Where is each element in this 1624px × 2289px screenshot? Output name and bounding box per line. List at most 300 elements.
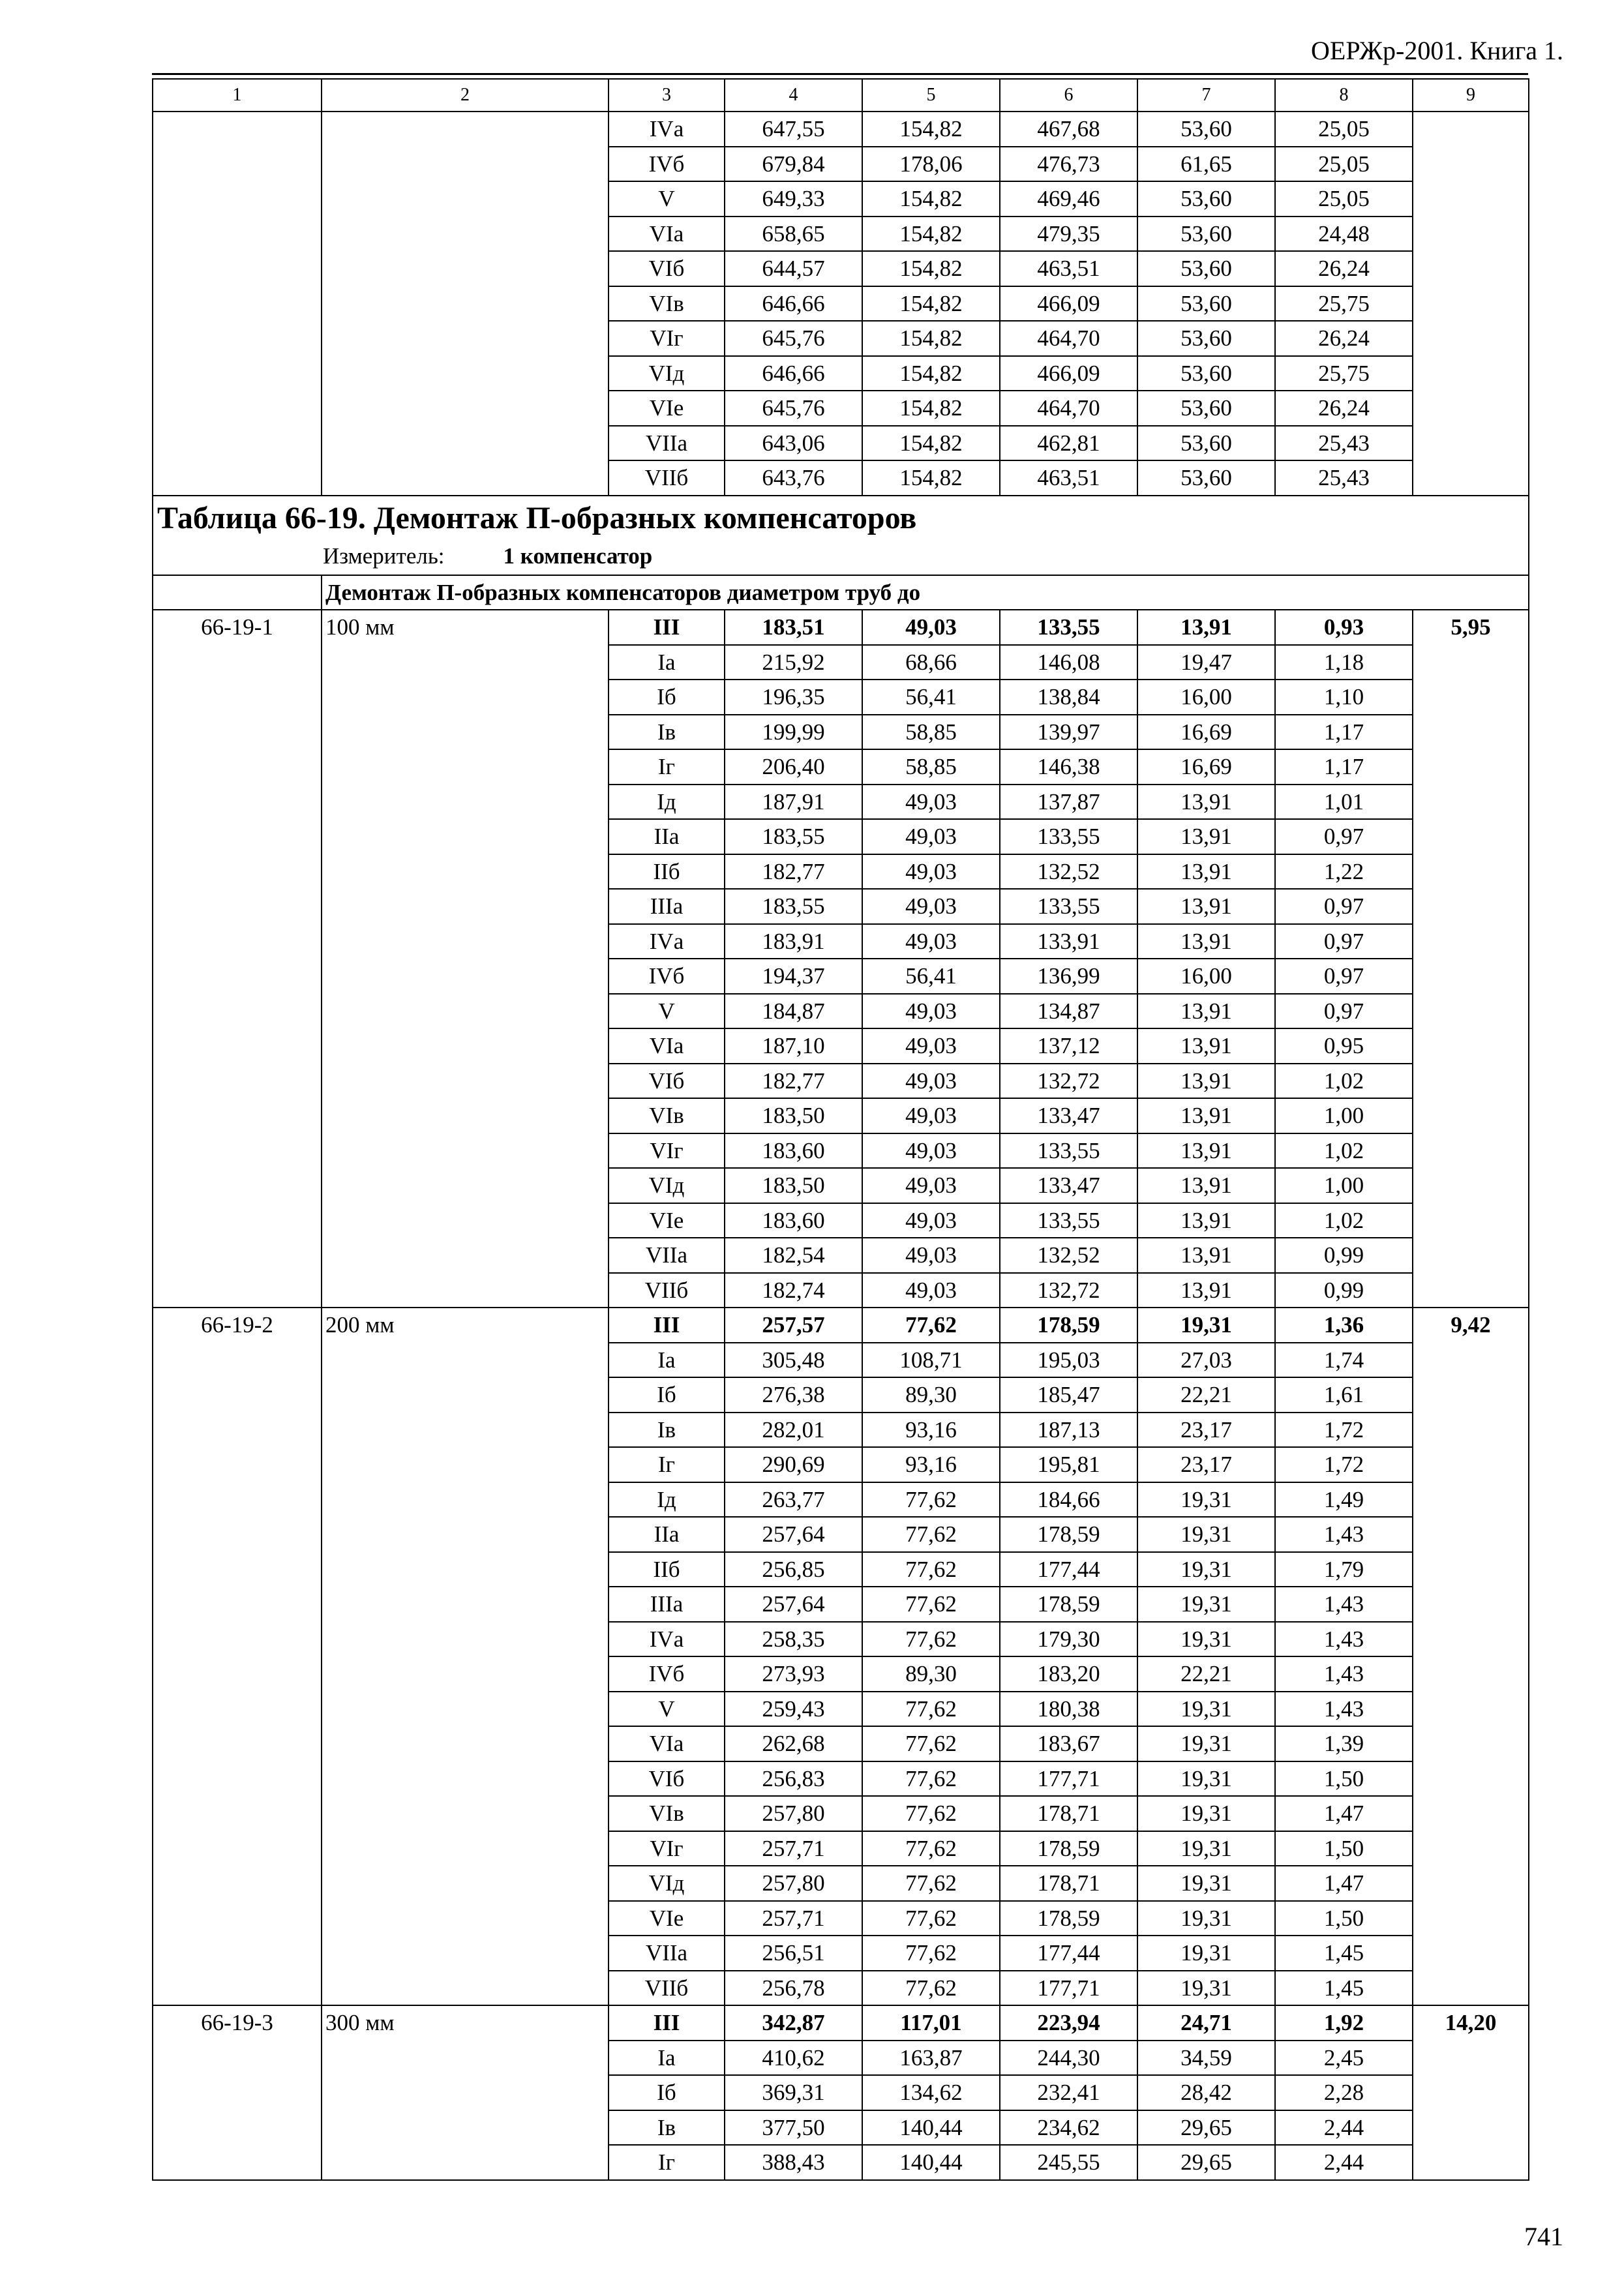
value-cell: 77,62 <box>862 1936 1000 1971</box>
region-cell: VIд <box>609 1168 725 1203</box>
value-cell: 77,62 <box>862 1971 1000 2006</box>
value-cell: 195,81 <box>1000 1447 1137 1482</box>
value-cell: 136,99 <box>1000 959 1137 994</box>
value-cell: 1,72 <box>1275 1447 1413 1482</box>
value-cell: 1,43 <box>1275 1622 1413 1657</box>
value-cell: 290,69 <box>725 1447 862 1482</box>
value-cell: 16,00 <box>1137 959 1275 994</box>
value-cell: 182,77 <box>725 1064 862 1099</box>
region-cell: VIг <box>609 1831 725 1866</box>
value-cell: 26,24 <box>1275 391 1413 426</box>
value-cell: 154,82 <box>862 356 1000 391</box>
value-cell: 646,66 <box>725 286 862 322</box>
value-cell: 644,57 <box>725 251 862 286</box>
value-cell: 23,17 <box>1137 1447 1275 1482</box>
region-cell: VIг <box>609 321 725 356</box>
region-cell: VIIа <box>609 1238 725 1273</box>
value-cell: 19,31 <box>1137 1622 1275 1657</box>
value-cell: 49,03 <box>862 1238 1000 1273</box>
value-cell: 77,62 <box>862 1622 1000 1657</box>
value-cell: 19,31 <box>1137 1308 1275 1343</box>
empty-name-cell <box>322 112 609 496</box>
region-cell: VIв <box>609 1796 725 1831</box>
empty-code-cell <box>153 575 322 610</box>
value-cell: 463,51 <box>1000 460 1137 496</box>
region-cell: III <box>609 2005 725 2041</box>
table-title-cell <box>153 496 1529 575</box>
table-row <box>153 1308 1529 1343</box>
rate-code: 66-19-3 <box>153 2005 322 2180</box>
value-cell: 154,82 <box>862 321 1000 356</box>
region-cell: Iа <box>609 1343 725 1378</box>
value-cell: 257,57 <box>725 1308 862 1343</box>
value-cell: 77,62 <box>862 1587 1000 1622</box>
value-cell: 183,50 <box>725 1098 862 1133</box>
value-cell: 24,71 <box>1137 2005 1275 2041</box>
value-cell: 1,43 <box>1275 1656 1413 1692</box>
region-cell: IIа <box>609 1517 725 1552</box>
value-cell: 194,37 <box>725 959 862 994</box>
value-cell: 1,50 <box>1275 1831 1413 1866</box>
region-cell: III <box>609 610 725 645</box>
value-cell: 195,03 <box>1000 1343 1137 1378</box>
value-cell: 53,60 <box>1137 460 1275 496</box>
value-cell: 199,99 <box>725 715 862 750</box>
value-cell: 53,60 <box>1137 356 1275 391</box>
labor-total: 9,42 <box>1413 1308 1529 2005</box>
rates-table <box>152 78 1529 2181</box>
region-cell: VIа <box>609 1726 725 1761</box>
value-cell: 13,91 <box>1137 1064 1275 1099</box>
value-cell: 1,10 <box>1275 680 1413 715</box>
value-cell: 305,48 <box>725 1343 862 1378</box>
value-cell: 34,59 <box>1137 2041 1275 2076</box>
column-number-row <box>153 79 1529 112</box>
value-cell: 466,09 <box>1000 286 1137 322</box>
value-cell: 0,95 <box>1275 1028 1413 1064</box>
value-cell: 77,62 <box>862 1482 1000 1518</box>
value-cell: 26,24 <box>1275 321 1413 356</box>
value-cell: 53,60 <box>1137 391 1275 426</box>
region-cell: VIа <box>609 217 725 252</box>
empty-code-cell <box>153 112 322 496</box>
value-cell: 58,85 <box>862 715 1000 750</box>
value-cell: 377,50 <box>725 2110 862 2146</box>
value-cell: 179,30 <box>1000 1622 1137 1657</box>
value-cell: 13,91 <box>1137 819 1275 854</box>
region-cell: Iг <box>609 2145 725 2180</box>
value-cell: 1,02 <box>1275 1133 1413 1169</box>
column-number: 3 <box>609 79 725 112</box>
value-cell: 154,82 <box>862 251 1000 286</box>
value-cell: 645,76 <box>725 391 862 426</box>
region-cell: VIе <box>609 1203 725 1238</box>
column-number: 9 <box>1413 79 1529 112</box>
region-cell: V <box>609 994 725 1029</box>
value-cell: 257,64 <box>725 1587 862 1622</box>
value-cell: 49,03 <box>862 1028 1000 1064</box>
region-cell: Iв <box>609 2110 725 2146</box>
value-cell: 154,82 <box>862 217 1000 252</box>
rate-name: 300 мм <box>322 2005 609 2180</box>
unit-line <box>157 545 1524 567</box>
value-cell: 53,60 <box>1137 321 1275 356</box>
region-cell: VIIб <box>609 1273 725 1308</box>
value-cell: 257,80 <box>725 1796 862 1831</box>
value-cell: 49,03 <box>862 819 1000 854</box>
value-cell: 0,97 <box>1275 924 1413 959</box>
value-cell: 28,42 <box>1137 2075 1275 2110</box>
value-cell: 132,72 <box>1000 1064 1137 1099</box>
value-cell: 49,03 <box>862 924 1000 959</box>
region-cell: Iд <box>609 1482 725 1518</box>
page-number: 741 <box>1524 2222 1563 2251</box>
value-cell: 1,02 <box>1275 1064 1413 1099</box>
value-cell: 185,47 <box>1000 1377 1137 1413</box>
column-number: 7 <box>1137 79 1275 112</box>
region-cell: Iг <box>609 749 725 785</box>
rate-code: 66-19-2 <box>153 1308 322 2005</box>
value-cell: 259,43 <box>725 1692 862 1727</box>
value-cell: 178,59 <box>1000 1587 1137 1622</box>
value-cell: 13,91 <box>1137 924 1275 959</box>
region-cell: VIд <box>609 1866 725 1901</box>
value-cell: 117,01 <box>862 2005 1000 2041</box>
value-cell: 25,43 <box>1275 460 1413 496</box>
value-cell: 93,16 <box>862 1413 1000 1448</box>
value-cell: 19,31 <box>1137 1971 1275 2006</box>
value-cell: 263,77 <box>725 1482 862 1518</box>
region-cell: Iв <box>609 715 725 750</box>
value-cell: 19,31 <box>1137 1726 1275 1761</box>
region-cell: VIIа <box>609 1936 725 1971</box>
value-cell: 1,01 <box>1275 785 1413 820</box>
value-cell: 137,87 <box>1000 785 1137 820</box>
value-cell: 178,71 <box>1000 1796 1137 1831</box>
value-cell: 19,31 <box>1137 1866 1275 1901</box>
value-cell: 22,21 <box>1137 1377 1275 1413</box>
value-cell: 19,31 <box>1137 1831 1275 1866</box>
value-cell: 53,60 <box>1137 112 1275 147</box>
region-cell: IIб <box>609 854 725 890</box>
value-cell: 0,97 <box>1275 959 1413 994</box>
value-cell: 183,67 <box>1000 1726 1137 1761</box>
value-cell: 646,66 <box>725 356 862 391</box>
value-cell: 469,46 <box>1000 181 1137 217</box>
value-cell: 479,35 <box>1000 217 1137 252</box>
value-cell: 178,71 <box>1000 1866 1137 1901</box>
value-cell: 2,28 <box>1275 2075 1413 2110</box>
value-cell: 223,94 <box>1000 2005 1137 2041</box>
value-cell: 49,03 <box>862 1273 1000 1308</box>
region-cell: VIб <box>609 1064 725 1099</box>
value-cell: 256,78 <box>725 1971 862 2006</box>
value-cell: 19,31 <box>1137 1796 1275 1831</box>
value-cell: 56,41 <box>862 680 1000 715</box>
value-cell: 154,82 <box>862 391 1000 426</box>
rate-name: 200 мм <box>322 1308 609 2005</box>
value-cell: 643,06 <box>725 426 862 461</box>
region-cell: VIб <box>609 1761 725 1797</box>
value-cell: 1,17 <box>1275 749 1413 785</box>
value-cell: 1,50 <box>1275 1761 1413 1797</box>
value-cell: 13,91 <box>1137 889 1275 924</box>
unit-value: 1 компенсатор <box>503 543 653 569</box>
value-cell: 49,03 <box>862 1098 1000 1133</box>
value-cell: 133,55 <box>1000 889 1137 924</box>
value-cell: 183,60 <box>725 1133 862 1169</box>
value-cell: 177,44 <box>1000 1552 1137 1587</box>
value-cell: 49,03 <box>862 889 1000 924</box>
value-cell: 22,21 <box>1137 1656 1275 1692</box>
value-cell: 1,17 <box>1275 715 1413 750</box>
value-cell: 410,62 <box>725 2041 862 2076</box>
value-cell: 258,35 <box>725 1622 862 1657</box>
value-cell: 464,70 <box>1000 391 1137 426</box>
value-cell: 13,91 <box>1137 1273 1275 1308</box>
value-cell: 232,41 <box>1000 2075 1137 2110</box>
value-cell: 262,68 <box>725 1726 862 1761</box>
value-cell: 23,17 <box>1137 1413 1275 1448</box>
region-cell: IIб <box>609 1552 725 1587</box>
value-cell: 1,00 <box>1275 1168 1413 1203</box>
table-row <box>153 610 1529 645</box>
value-cell: 132,52 <box>1000 1238 1137 1273</box>
value-cell: 0,99 <box>1275 1238 1413 1273</box>
region-cell: Iа <box>609 645 725 680</box>
value-cell: 19,31 <box>1137 1761 1275 1797</box>
value-cell: 1,22 <box>1275 854 1413 890</box>
region-cell: IVа <box>609 1622 725 1657</box>
value-cell: 19,31 <box>1137 1936 1275 1971</box>
value-cell: 77,62 <box>862 1517 1000 1552</box>
region-cell: Iб <box>609 680 725 715</box>
value-cell: 16,69 <box>1137 715 1275 750</box>
region-cell: IVб <box>609 1656 725 1692</box>
value-cell: 244,30 <box>1000 2041 1137 2076</box>
value-cell: 388,43 <box>725 2145 862 2180</box>
value-cell: 183,55 <box>725 819 862 854</box>
value-cell: 2,45 <box>1275 2041 1413 2076</box>
value-cell: 53,60 <box>1137 251 1275 286</box>
value-cell: 25,05 <box>1275 112 1413 147</box>
value-cell: 137,12 <box>1000 1028 1137 1064</box>
value-cell: 256,85 <box>725 1552 862 1587</box>
value-cell: 77,62 <box>862 1866 1000 1901</box>
value-cell: 1,49 <box>1275 1482 1413 1518</box>
value-cell: 13,91 <box>1137 994 1275 1029</box>
value-cell: 1,45 <box>1275 1936 1413 1971</box>
value-cell: 276,38 <box>725 1377 862 1413</box>
column-number: 8 <box>1275 79 1413 112</box>
value-cell: 19,31 <box>1137 1901 1275 1936</box>
value-cell: 133,55 <box>1000 610 1137 645</box>
value-cell: 2,44 <box>1275 2145 1413 2180</box>
value-cell: 1,39 <box>1275 1726 1413 1761</box>
region-cell: VIе <box>609 391 725 426</box>
value-cell: 0,93 <box>1275 610 1413 645</box>
value-cell: 154,82 <box>862 112 1000 147</box>
value-cell: 13,91 <box>1137 854 1275 890</box>
value-cell: 0,97 <box>1275 994 1413 1029</box>
value-cell: 256,83 <box>725 1761 862 1797</box>
value-cell: 463,51 <box>1000 251 1137 286</box>
value-cell: 77,62 <box>862 1901 1000 1936</box>
region-cell: Iб <box>609 1377 725 1413</box>
value-cell: 1,79 <box>1275 1552 1413 1587</box>
region-cell: Iд <box>609 785 725 820</box>
value-cell: 178,59 <box>1000 1831 1137 1866</box>
region-cell: Iа <box>609 2041 725 2076</box>
value-cell: 182,74 <box>725 1273 862 1308</box>
value-cell: 13,91 <box>1137 1133 1275 1169</box>
value-cell: 154,82 <box>862 286 1000 322</box>
value-cell: 133,55 <box>1000 1203 1137 1238</box>
value-cell: 56,41 <box>862 959 1000 994</box>
value-cell: 49,03 <box>862 610 1000 645</box>
value-cell: 58,85 <box>862 749 1000 785</box>
value-cell: 25,05 <box>1275 147 1413 182</box>
value-cell: 16,00 <box>1137 680 1275 715</box>
value-cell: 29,65 <box>1137 2110 1275 2146</box>
value-cell: 643,76 <box>725 460 862 496</box>
value-cell: 369,31 <box>725 2075 862 2110</box>
value-cell: 19,31 <box>1137 1587 1275 1622</box>
value-cell: 1,72 <box>1275 1413 1413 1448</box>
value-cell: 1,45 <box>1275 1971 1413 2006</box>
region-cell: IIIа <box>609 889 725 924</box>
value-cell: 245,55 <box>1000 2145 1137 2180</box>
value-cell: 49,03 <box>862 1203 1000 1238</box>
region-cell: V <box>609 181 725 217</box>
value-cell: 53,60 <box>1137 426 1275 461</box>
value-cell: 257,64 <box>725 1517 862 1552</box>
value-cell: 89,30 <box>862 1377 1000 1413</box>
value-cell: 1,92 <box>1275 2005 1413 2041</box>
value-cell: 180,38 <box>1000 1692 1137 1727</box>
region-cell: VIв <box>609 1098 725 1133</box>
value-cell: 19,31 <box>1137 1482 1275 1518</box>
value-cell: 27,03 <box>1137 1343 1275 1378</box>
value-cell: 177,71 <box>1000 1971 1137 2006</box>
value-cell: 467,68 <box>1000 112 1137 147</box>
value-cell: 257,71 <box>725 1901 862 1936</box>
value-cell: 1,50 <box>1275 1901 1413 1936</box>
value-cell: 183,60 <box>725 1203 862 1238</box>
value-cell: 1,61 <box>1275 1377 1413 1413</box>
value-cell: 49,03 <box>862 854 1000 890</box>
value-cell: 13,91 <box>1137 1203 1275 1238</box>
table-row <box>153 112 1529 147</box>
value-cell: 679,84 <box>725 147 862 182</box>
value-cell: 29,65 <box>1137 2145 1275 2180</box>
value-cell: 53,60 <box>1137 217 1275 252</box>
value-cell: 2,44 <box>1275 2110 1413 2146</box>
value-cell: 53,60 <box>1137 286 1275 322</box>
value-cell: 476,73 <box>1000 147 1137 182</box>
value-cell: 1,36 <box>1275 1308 1413 1343</box>
value-cell: 133,91 <box>1000 924 1137 959</box>
value-cell: 649,33 <box>725 181 862 217</box>
value-cell: 234,62 <box>1000 2110 1137 2146</box>
value-cell: 13,91 <box>1137 785 1275 820</box>
region-cell: III <box>609 1308 725 1343</box>
value-cell: 257,80 <box>725 1866 862 1901</box>
column-number: 6 <box>1000 79 1137 112</box>
value-cell: 183,51 <box>725 610 862 645</box>
value-cell: 178,59 <box>1000 1901 1137 1936</box>
value-cell: 178,06 <box>862 147 1000 182</box>
value-cell: 146,38 <box>1000 749 1137 785</box>
value-cell: 49,03 <box>862 1133 1000 1169</box>
value-cell: 89,30 <box>862 1656 1000 1692</box>
rate-name: 100 мм <box>322 610 609 1308</box>
value-cell: 77,62 <box>862 1308 1000 1343</box>
subheading-row <box>153 575 1529 610</box>
value-cell: 26,24 <box>1275 251 1413 286</box>
value-cell: 53,60 <box>1137 181 1275 217</box>
value-cell: 13,91 <box>1137 1028 1275 1064</box>
value-cell: 49,03 <box>862 1064 1000 1099</box>
value-cell: 132,52 <box>1000 854 1137 890</box>
value-cell: 25,43 <box>1275 426 1413 461</box>
value-cell: 184,66 <box>1000 1482 1137 1518</box>
value-cell: 178,59 <box>1000 1517 1137 1552</box>
region-cell: IIа <box>609 819 725 854</box>
value-cell: 1,47 <box>1275 1866 1413 1901</box>
value-cell: 1,43 <box>1275 1517 1413 1552</box>
value-cell: 1,47 <box>1275 1796 1413 1831</box>
value-cell: 1,43 <box>1275 1692 1413 1727</box>
value-cell: 19,47 <box>1137 645 1275 680</box>
value-cell: 25,75 <box>1275 286 1413 322</box>
value-cell: 19,31 <box>1137 1517 1275 1552</box>
value-cell: 177,71 <box>1000 1761 1137 1797</box>
region-cell: VIIа <box>609 426 725 461</box>
region-cell: IVа <box>609 112 725 147</box>
value-cell: 647,55 <box>725 112 862 147</box>
table-title-row <box>153 496 1529 575</box>
rate-code: 66-19-1 <box>153 610 322 1308</box>
region-cell: IVб <box>609 959 725 994</box>
rates-table-body <box>153 79 1529 2180</box>
value-cell: 154,82 <box>862 181 1000 217</box>
column-number: 2 <box>322 79 609 112</box>
region-cell: VIе <box>609 1901 725 1936</box>
value-cell: 178,59 <box>1000 1308 1137 1343</box>
value-cell: 1,02 <box>1275 1203 1413 1238</box>
value-cell: 462,81 <box>1000 426 1137 461</box>
value-cell: 196,35 <box>725 680 862 715</box>
unit-label: Измеритель: <box>323 543 445 569</box>
column-number: 5 <box>862 79 1000 112</box>
value-cell: 25,75 <box>1275 356 1413 391</box>
region-cell: VIIб <box>609 1971 725 2006</box>
region-cell: V <box>609 1692 725 1727</box>
value-cell: 77,62 <box>862 1831 1000 1866</box>
region-cell: Iв <box>609 1413 725 1448</box>
value-cell: 19,31 <box>1137 1552 1275 1587</box>
region-cell: VIб <box>609 251 725 286</box>
value-cell: 645,76 <box>725 321 862 356</box>
value-cell: 24,48 <box>1275 217 1413 252</box>
value-cell: 256,51 <box>725 1936 862 1971</box>
column-number: 4 <box>725 79 862 112</box>
value-cell: 273,93 <box>725 1656 862 1692</box>
value-cell: 146,08 <box>1000 645 1137 680</box>
value-cell: 133,47 <box>1000 1168 1137 1203</box>
value-cell: 177,44 <box>1000 1936 1137 1971</box>
